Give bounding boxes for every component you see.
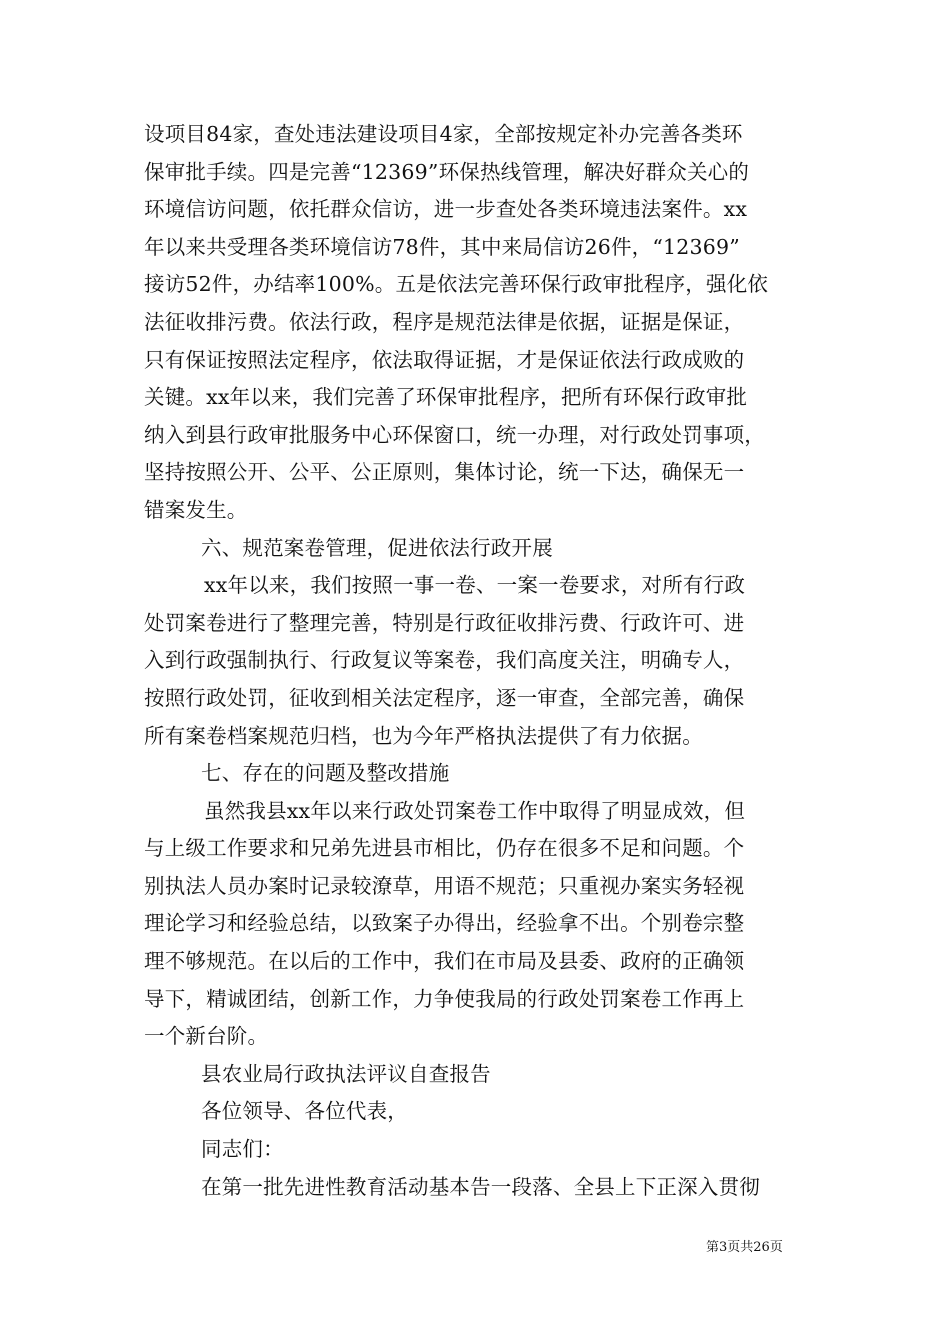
- text-line: 坚持按照公开、公平、公正原则，集体讨论，统一下达，确保无一: [144, 460, 745, 485]
- text-line: 所有案卷档案规范归档，也为今年严格执法提供了有力依据。: [144, 723, 703, 748]
- section-heading: 七、存在的问题及整改措施: [201, 761, 450, 786]
- page-number-footer: 第3页共26页: [706, 1240, 783, 1255]
- text-line: 年以来共受理各类环境信访78件，其中来局信访26件，“12369”: [144, 234, 740, 259]
- report-title: 县农业局行政执法评议自查报告: [201, 1061, 491, 1086]
- section-heading: 六、规范案卷管理，促进依法行政开展: [201, 535, 553, 560]
- text-line: 别执法人员办案时记录较潦草，用语不规范；只重视办案实务轻视: [144, 873, 745, 898]
- text-line: 虽然我县xx年以来行政处罚案卷工作中取得了明显成效，但: [204, 798, 746, 823]
- text-line: 理不够规范。在以后的工作中，我们在市局及县委、政府的正确领: [144, 949, 745, 974]
- text-line: 按照行政处罚，征收到相关法定程序，逐一审查，全部完善，确保: [144, 685, 745, 710]
- text-line: 理论学习和经验总结，以致案子办得出，经验拿不出。个别卷宗整: [144, 911, 745, 936]
- document-body: [144, 116, 816, 1206]
- text-line: 入到行政强制执行、行政复议等案卷，我们高度关注，明确专人，: [144, 648, 745, 673]
- text-line: 纳入到县行政审批服务中心环保窗口，统一办理，对行政处罚事项，: [144, 422, 765, 447]
- salutation: 同志们：: [201, 1137, 284, 1162]
- text-line: 环境信访问题，依托群众信访，进一步查处各类环境违法案件。xx: [144, 197, 748, 222]
- text-line: 保审批手续。四是完善“12369”环保热线管理，解决好群众关心的: [144, 159, 750, 184]
- text-line: 处罚案卷进行了整理完善，特别是行政征收排污费、行政许可、进: [144, 610, 745, 635]
- salutation: 各位领导、各位代表，: [201, 1099, 408, 1124]
- text-line: 关键。xx年以来，我们完善了环保审批程序，把所有环保行政审批: [144, 385, 748, 410]
- text-line: xx年以来，我们按照一事一卷、一案一卷要求，对所有行政: [204, 573, 746, 598]
- text-line: 一个新台阶。: [144, 1024, 269, 1049]
- text-line: 与上级工作要求和兄弟先进县市相比，仍存在很多不足和问题。个: [144, 836, 745, 861]
- text-line: 错案发生。: [144, 497, 248, 522]
- text-line: 在第一批先进性教育活动基本告一段落、全县上下正深入贯彻: [201, 1174, 760, 1199]
- text-line: 导下，精诚团结，创新工作，力争使我局的行政处罚案卷工作再上: [144, 986, 745, 1011]
- text-line: 设项目84家，查处违法建设项目4家，全部按规定补办完善各类环: [144, 122, 743, 146]
- text-line: 法征收排污费。依法行政，程序是规范法律是依据，证据是保证，: [144, 309, 745, 334]
- text-line: 接访52件，办结率100%。五是依法完善环保行政审批程序，强化依: [144, 272, 769, 297]
- text-line: 只有保证按照法定程序，依法取得证据，才是保证依法行政成败的: [144, 347, 745, 372]
